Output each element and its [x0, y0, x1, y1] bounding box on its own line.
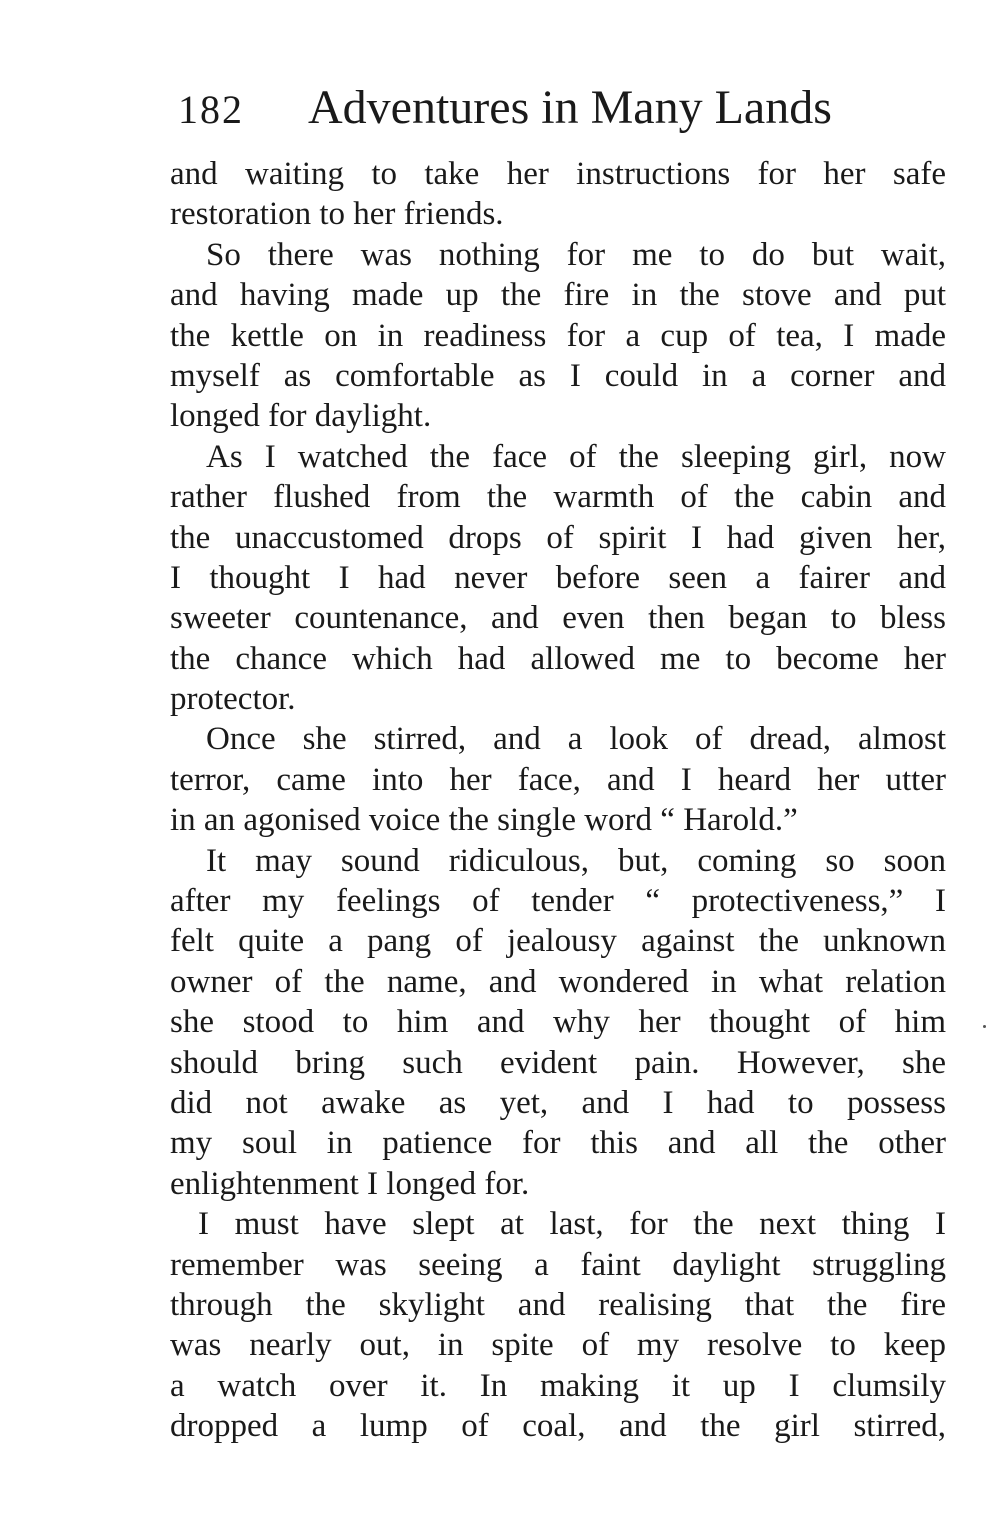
- text-line: dropped a lump of coal, and the girl stirred,: [170, 1408, 946, 1445]
- text-line: my soul in patience for this and all the other: [170, 1125, 946, 1162]
- text-line: felt quite a pang of jealousy against the unknown: [170, 923, 946, 960]
- text-line: I thought I had never before seen a fairer and: [170, 559, 946, 596]
- text-line: rather flushed from the warmth of the cabin and: [170, 479, 946, 516]
- text-line: she stood to him and why her thought of him: [170, 1004, 946, 1041]
- text-line: So there was nothing for me to do but wait,: [206, 236, 946, 273]
- margin-speck: [983, 1025, 986, 1028]
- text-line: was nearly out, in spite of my resolve to keep: [170, 1327, 946, 1364]
- text-line: in an agonised voice the single word “ Harold.”: [170, 802, 798, 839]
- text-line: the unaccustomed drops of spirit I had given her,: [170, 519, 946, 556]
- text-line: owner of the name, and wondered in what relation: [170, 963, 946, 1000]
- text-line: longed for daylight.: [170, 398, 432, 435]
- text-line: restoration to her friends.: [170, 196, 504, 233]
- text-line: through the skylight and realising that the fire: [170, 1286, 946, 1323]
- text-line: should bring such evident pain. However, she: [170, 1044, 946, 1081]
- text-line: As I watched the face of the sleeping girl, now: [206, 438, 946, 475]
- text-line: remember was seeing a faint daylight struggling: [170, 1246, 946, 1283]
- text-line: sweeter countenance, and even then began to bless: [170, 600, 946, 637]
- text-line: terror, came into her face, and I heard her utter: [170, 761, 946, 798]
- text-line: and waiting to take her instructions for her safe: [170, 156, 946, 192]
- text-line: after my feelings of tender “ protectiveness,” I: [170, 883, 946, 920]
- text-line: the kettle on in readiness for a cup of tea, I made: [170, 317, 946, 354]
- text-line: and having made up the fire in the stove and put: [170, 277, 946, 314]
- text-line: did not awake as yet, and I had to possess: [170, 1084, 946, 1121]
- text-line: a watch over it. In making it up I clumsily: [170, 1367, 946, 1404]
- text-line: Once she stirred, and a look of dread, almost: [206, 721, 946, 758]
- text-line: enlightenment I longed for.: [170, 1165, 530, 1202]
- text-line: myself as comfortable as I could in a corner and: [170, 357, 946, 394]
- text-line: the chance which had allowed me to become her: [170, 640, 946, 677]
- body-text: [170, 154, 946, 1447]
- text-line: It may sound ridiculous, but, coming so soon: [206, 842, 946, 879]
- book-title: Adventures in Many Lands: [308, 81, 832, 134]
- running-head: [178, 78, 938, 138]
- text-line: protector.: [170, 681, 296, 718]
- page-number: 182: [178, 87, 244, 132]
- text-line: I must have slept at last, for the next thing I: [198, 1206, 946, 1243]
